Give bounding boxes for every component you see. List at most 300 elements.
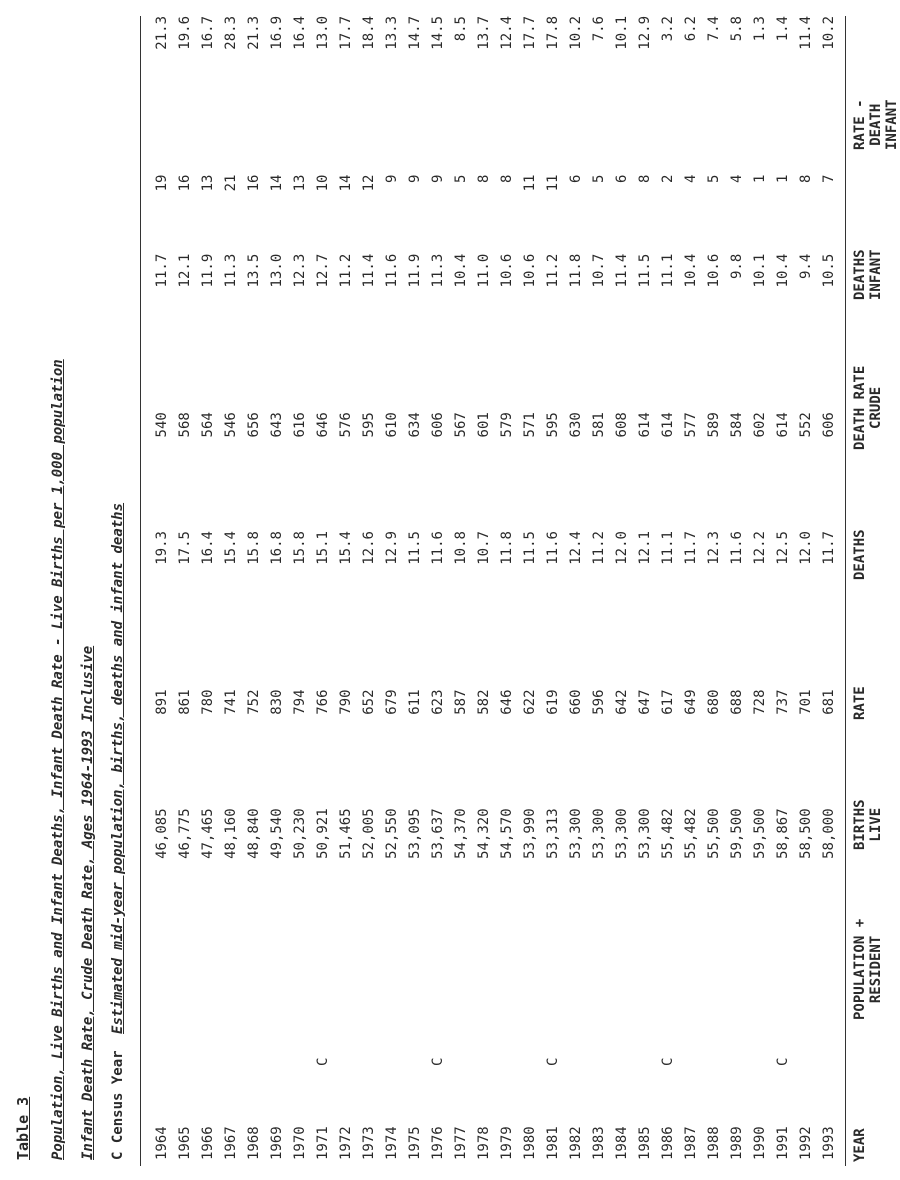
row-year: 1985: [636, 1126, 653, 1160]
table-row: [564, 16, 587, 1166]
row-year: 1967: [222, 1126, 239, 1160]
row-infant-deaths: 11: [521, 174, 538, 192]
row-birth-rate: 11.6: [429, 531, 446, 565]
row-births: 680: [705, 689, 722, 715]
row-year: 1991: [774, 1126, 791, 1160]
row-year: 1971: [314, 1126, 331, 1160]
row-census-flag: [495, 1046, 518, 1070]
row-population: 59,500: [728, 808, 745, 859]
row-infant-rate: 13.0: [314, 16, 331, 50]
row-census-flag: [748, 1046, 771, 1070]
table-row: [334, 16, 357, 1166]
row-population: 50,230: [291, 808, 308, 859]
row-infant-deaths: 9: [383, 174, 400, 183]
row-births: 587: [452, 689, 469, 715]
row-infant-deaths: 13: [291, 174, 308, 192]
row-population: 46,085: [153, 808, 170, 859]
row-census-flag: [633, 1046, 656, 1070]
row-infant-rate: 1.3: [751, 16, 768, 42]
row-population: 59,500: [751, 808, 768, 859]
census-marker: C: [110, 1151, 126, 1160]
table-row: [541, 16, 564, 1166]
row-death-rate: 12.1: [176, 253, 193, 288]
row-birth-rate: 15.8: [245, 531, 262, 565]
row-birth-rate: 15.8: [291, 531, 308, 565]
row-infant-rate: 10.2: [567, 16, 584, 50]
row-death-rate: 10.4: [682, 253, 699, 288]
row-birth-rate: 12.0: [613, 531, 630, 565]
row-population: 58,867: [774, 808, 791, 859]
row-infant-deaths: 5: [590, 174, 607, 183]
row-deaths: 579: [498, 412, 515, 438]
row-census-flag: [610, 1046, 633, 1070]
row-infant-deaths: 5: [705, 174, 722, 183]
header-deaths: DEATHS: [852, 529, 868, 580]
row-birth-rate: 15.4: [337, 531, 354, 565]
row-infant-deaths: 1: [774, 174, 791, 183]
row-infant-rate: 3.2: [659, 16, 676, 42]
row-birth-rate: 12.1: [636, 531, 653, 565]
row-infant-rate: 28.3: [222, 16, 239, 50]
row-death-rate: 10.6: [498, 253, 515, 288]
row-birth-rate: 12.2: [751, 531, 768, 565]
row-birth-rate: 12.0: [797, 531, 814, 565]
row-births: 660: [567, 689, 584, 715]
row-year: 1970: [291, 1126, 308, 1160]
row-year: 1977: [452, 1126, 469, 1160]
row-births: 622: [521, 689, 538, 715]
row-census-flag: [817, 1046, 840, 1070]
row-year: 1976: [429, 1126, 446, 1160]
row-census-flag: [679, 1046, 702, 1070]
row-year: 1988: [705, 1126, 722, 1160]
row-year: 1968: [245, 1126, 262, 1160]
table-row: [495, 16, 518, 1166]
row-births: 652: [360, 689, 377, 715]
row-year: 1964: [153, 1126, 170, 1160]
row-population: 53,990: [521, 808, 538, 859]
row-infant-deaths: 8: [636, 174, 653, 183]
table-row: [426, 16, 449, 1166]
row-births: 619: [544, 689, 561, 715]
row-births: 766: [314, 689, 331, 715]
row-population: 46,775: [176, 808, 193, 859]
row-infant-deaths: 9: [406, 174, 423, 183]
table-row: [196, 16, 219, 1166]
row-death-rate: 11.0: [475, 253, 492, 288]
row-population: 53,300: [567, 808, 584, 859]
row-birth-rate: 16.4: [199, 531, 216, 565]
header-death-rate: DEATH RATE CRUDE: [852, 365, 884, 450]
row-infant-rate: 12.4: [498, 16, 515, 50]
row-deaths: 576: [337, 412, 354, 438]
table-row: [633, 16, 656, 1166]
row-births: 891: [153, 689, 170, 715]
row-census-flag: [587, 1046, 610, 1070]
table-row: [656, 16, 679, 1166]
row-deaths: 595: [360, 412, 377, 438]
row-deaths: 602: [751, 412, 768, 438]
row-year: 1981: [544, 1126, 561, 1160]
header-year: YEAR: [852, 1128, 868, 1162]
row-infant-deaths: 21: [222, 174, 239, 192]
row-births: 649: [682, 689, 699, 715]
row-death-rate: 11.5: [636, 253, 653, 288]
row-births: 596: [590, 689, 607, 715]
table-row: [679, 16, 702, 1166]
row-infant-rate: 7.6: [590, 16, 607, 42]
row-birth-rate: 15.4: [222, 531, 239, 565]
row-birth-rate: 12.4: [567, 531, 584, 565]
row-deaths: 614: [659, 412, 676, 438]
row-deaths: 606: [429, 412, 446, 438]
row-census-flag: C: [314, 1057, 331, 1066]
row-infant-rate: 13.3: [383, 16, 400, 50]
row-census-flag: [196, 1046, 219, 1070]
row-births: 688: [728, 689, 745, 715]
row-census-flag: C: [544, 1057, 561, 1066]
row-year: 1973: [360, 1126, 377, 1160]
row-deaths: 608: [613, 412, 630, 438]
row-births: 701: [797, 689, 814, 715]
row-death-rate: 12.3: [291, 253, 308, 288]
row-year: 1986: [659, 1126, 676, 1160]
row-births: 679: [383, 689, 400, 715]
row-death-rate: 11.9: [199, 253, 216, 288]
row-census-flag: [334, 1046, 357, 1070]
row-deaths: 610: [383, 412, 400, 438]
row-population: 58,500: [797, 808, 814, 859]
row-infant-deaths: 8: [797, 174, 814, 183]
row-death-rate: 10.6: [705, 253, 722, 288]
row-deaths: 540: [153, 412, 170, 438]
row-population: 51,465: [337, 808, 354, 859]
row-census-flag: [564, 1046, 587, 1070]
row-death-rate: 11.2: [544, 253, 561, 288]
row-census-flag: [242, 1046, 265, 1070]
row-birth-rate: 12.6: [360, 531, 377, 565]
table-subtitle-3: [110, 503, 126, 1160]
row-births: 790: [337, 689, 354, 715]
row-infant-deaths: 14: [268, 174, 285, 192]
row-year: 1974: [383, 1126, 400, 1160]
table-row: [173, 16, 196, 1166]
row-births: 741: [222, 689, 239, 715]
table-row: [748, 16, 771, 1166]
row-births: 617: [659, 689, 676, 715]
row-births: 737: [774, 689, 791, 715]
row-year: 1984: [613, 1126, 630, 1160]
row-death-rate: 11.4: [613, 253, 630, 288]
row-death-rate: 11.2: [337, 253, 354, 288]
row-year: 1980: [521, 1126, 538, 1160]
row-census-flag: [288, 1046, 311, 1070]
row-census-flag: [472, 1046, 495, 1070]
row-births: 752: [245, 689, 262, 715]
table-row: [265, 16, 288, 1166]
row-infant-rate: 14.5: [429, 16, 446, 50]
row-birth-rate: 11.5: [406, 531, 423, 565]
row-deaths: 571: [521, 412, 538, 438]
row-birth-rate: 11.6: [728, 531, 745, 565]
row-census-flag: [219, 1046, 242, 1070]
row-population: 55,482: [659, 808, 676, 859]
table-row: [150, 16, 173, 1166]
row-births: 780: [199, 689, 216, 715]
row-death-rate: 11.4: [360, 253, 377, 288]
row-death-rate: 13.0: [268, 253, 285, 288]
row-infant-deaths: 8: [475, 174, 492, 183]
row-year: 1979: [498, 1126, 515, 1160]
header-population: POPULATION + RESIDENT: [852, 918, 884, 1020]
table-row: [702, 16, 725, 1166]
data-table: [150, 16, 840, 1166]
table-label: Table 3: [14, 1096, 32, 1160]
row-census-flag: [403, 1046, 426, 1070]
row-deaths: 552: [797, 412, 814, 438]
row-census-flag: C: [659, 1057, 676, 1066]
row-birth-rate: 11.6: [544, 531, 561, 565]
row-year: 1969: [268, 1126, 285, 1160]
row-census-flag: [518, 1046, 541, 1070]
row-deaths: 595: [544, 412, 561, 438]
row-deaths: 616: [291, 412, 308, 438]
row-census-flag: [449, 1046, 472, 1070]
row-birth-rate: 11.5: [521, 531, 538, 565]
row-death-rate: 9.4: [797, 253, 814, 280]
row-infant-rate: 16.7: [199, 16, 216, 50]
row-deaths: 630: [567, 412, 584, 438]
row-death-rate: 13.5: [245, 253, 262, 288]
row-birth-rate: 11.7: [682, 531, 699, 565]
row-infant-rate: 10.2: [820, 16, 837, 50]
row-census-flag: [173, 1046, 196, 1070]
table-row: [288, 16, 311, 1166]
row-deaths: 567: [452, 412, 469, 438]
row-infant-deaths: 4: [682, 174, 699, 183]
row-deaths: 606: [820, 412, 837, 438]
row-population: 53,300: [636, 808, 653, 859]
row-deaths: 589: [705, 412, 722, 438]
row-infant-rate: 10.1: [613, 16, 630, 50]
row-population: 54,570: [498, 808, 515, 859]
header-rule-top: [140, 16, 141, 1166]
row-infant-deaths: 2: [659, 174, 676, 183]
row-birth-rate: 12.3: [705, 531, 722, 565]
table-subtitle-2: Infant Death Rate, Crude Death Rate, Ages 1964-1993 Inclusive: [80, 645, 96, 1160]
row-deaths: 614: [636, 412, 653, 438]
row-infant-rate: 17.7: [337, 16, 354, 50]
row-births: 830: [268, 689, 285, 715]
row-deaths: 643: [268, 412, 285, 438]
row-census-flag: [357, 1046, 380, 1070]
row-census-flag: C: [774, 1057, 791, 1066]
row-death-rate: 11.3: [222, 253, 239, 288]
table-row: [794, 16, 817, 1166]
table-row: [518, 16, 541, 1166]
row-infant-rate: 19.6: [176, 16, 193, 50]
row-death-rate: 10.1: [751, 253, 768, 288]
row-deaths: 568: [176, 412, 193, 438]
row-population: 48,840: [245, 808, 262, 859]
row-infant-deaths: 10: [314, 174, 331, 192]
row-infant-deaths: 4: [728, 174, 745, 183]
row-population: 55,482: [682, 808, 699, 859]
row-year: 1987: [682, 1126, 699, 1160]
table-row: [403, 16, 426, 1166]
row-births: 623: [429, 689, 446, 715]
row-infant-deaths: 16: [176, 174, 193, 192]
row-year: 1978: [475, 1126, 492, 1160]
row-population: 53,300: [613, 808, 630, 859]
row-births: 611: [406, 689, 423, 715]
row-death-rate: 11.9: [406, 253, 423, 288]
row-census-flag: [794, 1046, 817, 1070]
row-year: 1972: [337, 1126, 354, 1160]
row-infant-rate: 6.2: [682, 16, 699, 42]
row-infant-rate: 21.3: [245, 16, 262, 50]
row-death-rate: 12.7: [314, 253, 331, 288]
row-population: 53,637: [429, 808, 446, 859]
row-birth-rate: 11.7: [820, 531, 837, 565]
row-birth-rate: 11.1: [659, 531, 676, 565]
row-year: 1975: [406, 1126, 423, 1160]
row-infant-deaths: 8: [498, 174, 515, 183]
row-infant-rate: 17.8: [544, 16, 561, 50]
row-death-rate: 10.6: [521, 253, 538, 288]
row-census-flag: [150, 1046, 173, 1070]
table-row: [449, 16, 472, 1166]
row-deaths: 634: [406, 412, 423, 438]
row-population: 54,320: [475, 808, 492, 859]
census-year-label: Census Year: [110, 1050, 126, 1144]
row-birth-rate: 15.1: [314, 531, 331, 565]
row-births: 582: [475, 689, 492, 715]
row-infant-rate: 1.4: [774, 16, 791, 42]
row-death-rate: 11.1: [659, 253, 676, 288]
row-death-rate: 10.7: [590, 253, 607, 288]
row-death-rate: 10.4: [452, 253, 469, 288]
table-row: [380, 16, 403, 1166]
row-population: 53,313: [544, 808, 561, 859]
row-population: 55,500: [705, 808, 722, 859]
row-year: 1993: [820, 1126, 837, 1160]
row-infant-rate: 16.4: [291, 16, 308, 50]
row-deaths: 577: [682, 412, 699, 438]
row-infant-deaths: 11: [544, 174, 561, 192]
row-deaths: 564: [199, 412, 216, 438]
row-death-rate: 11.3: [429, 253, 446, 288]
row-deaths: 546: [222, 412, 239, 438]
row-death-rate: 9.8: [728, 253, 745, 280]
header-birth-rate: RATE: [852, 686, 868, 720]
row-deaths: 584: [728, 412, 745, 438]
row-infant-rate: 16.9: [268, 16, 285, 50]
row-birth-rate: 19.3: [153, 531, 170, 565]
row-census-flag: [702, 1046, 725, 1070]
row-deaths: 646: [314, 412, 331, 438]
row-year: 1982: [567, 1126, 584, 1160]
row-infant-deaths: 6: [567, 174, 584, 183]
row-deaths: 614: [774, 412, 791, 438]
row-infant-rate: 8.5: [452, 16, 469, 42]
row-births: 646: [498, 689, 515, 715]
row-population: 52,005: [360, 808, 377, 859]
row-death-rate: 11.6: [383, 253, 400, 288]
row-year: 1989: [728, 1126, 745, 1160]
row-infant-rate: 11.4: [797, 16, 814, 50]
row-population: 54,370: [452, 808, 469, 859]
row-census-flag: [725, 1046, 748, 1070]
row-census-flag: C: [429, 1057, 446, 1066]
row-infant-deaths: 12: [360, 174, 377, 192]
row-year: 1966: [199, 1126, 216, 1160]
table-row: [311, 16, 334, 1166]
row-population: 49,540: [268, 808, 285, 859]
row-infant-rate: 18.4: [360, 16, 377, 50]
row-infant-deaths: 5: [452, 174, 469, 183]
table-row: [242, 16, 265, 1166]
row-infant-rate: 21.3: [153, 16, 170, 50]
row-population: 53,095: [406, 808, 423, 859]
table-title: Estimated mid-year population, births, deaths and infant deaths: [110, 502, 126, 1034]
table-row: [610, 16, 633, 1166]
row-infant-deaths: 9: [429, 174, 446, 183]
row-birth-rate: 10.7: [475, 531, 492, 565]
row-births: 681: [820, 689, 837, 715]
row-year: 1965: [176, 1126, 193, 1160]
row-population: 48,160: [222, 808, 239, 859]
row-death-rate: 11.7: [153, 253, 170, 288]
row-infant-deaths: 14: [337, 174, 354, 192]
row-infant-deaths: 1: [751, 174, 768, 183]
row-deaths: 601: [475, 412, 492, 438]
row-birth-rate: 12.9: [383, 531, 400, 565]
row-year: 1990: [751, 1126, 768, 1160]
header-infant-rate: RATE - DEATH INFANT: [852, 99, 900, 150]
row-deaths: 581: [590, 412, 607, 438]
row-infant-rate: 5.8: [728, 16, 745, 42]
table-row: [771, 16, 794, 1166]
row-death-rate: 10.5: [820, 253, 837, 288]
row-infant-deaths: 6: [613, 174, 630, 183]
row-death-rate: 11.8: [567, 253, 584, 288]
row-birth-rate: 17.5: [176, 531, 193, 565]
row-birth-rate: 10.8: [452, 531, 469, 565]
table-row: [587, 16, 610, 1166]
row-population: 53,300: [590, 808, 607, 859]
row-infant-rate: 12.9: [636, 16, 653, 50]
row-infant-deaths: 13: [199, 174, 216, 192]
header-infant-deaths: DEATHS INFANT: [852, 249, 884, 300]
row-infant-deaths: 16: [245, 174, 262, 192]
row-census-flag: [265, 1046, 288, 1070]
row-infant-deaths: 7: [820, 174, 837, 183]
row-births: 728: [751, 689, 768, 715]
row-population: 58,000: [820, 808, 837, 859]
row-year: 1983: [590, 1126, 607, 1160]
row-census-flag: [380, 1046, 403, 1070]
header-rule-bottom: [845, 16, 846, 1166]
table-row: [219, 16, 242, 1166]
header-births: BIRTHS LIVE: [852, 799, 884, 850]
table-row: [357, 16, 380, 1166]
row-population: 52,550: [383, 808, 400, 859]
row-births: 794: [291, 689, 308, 715]
row-death-rate: 10.4: [774, 253, 791, 288]
row-birth-rate: 11.8: [498, 531, 515, 565]
table-row: [817, 16, 840, 1166]
